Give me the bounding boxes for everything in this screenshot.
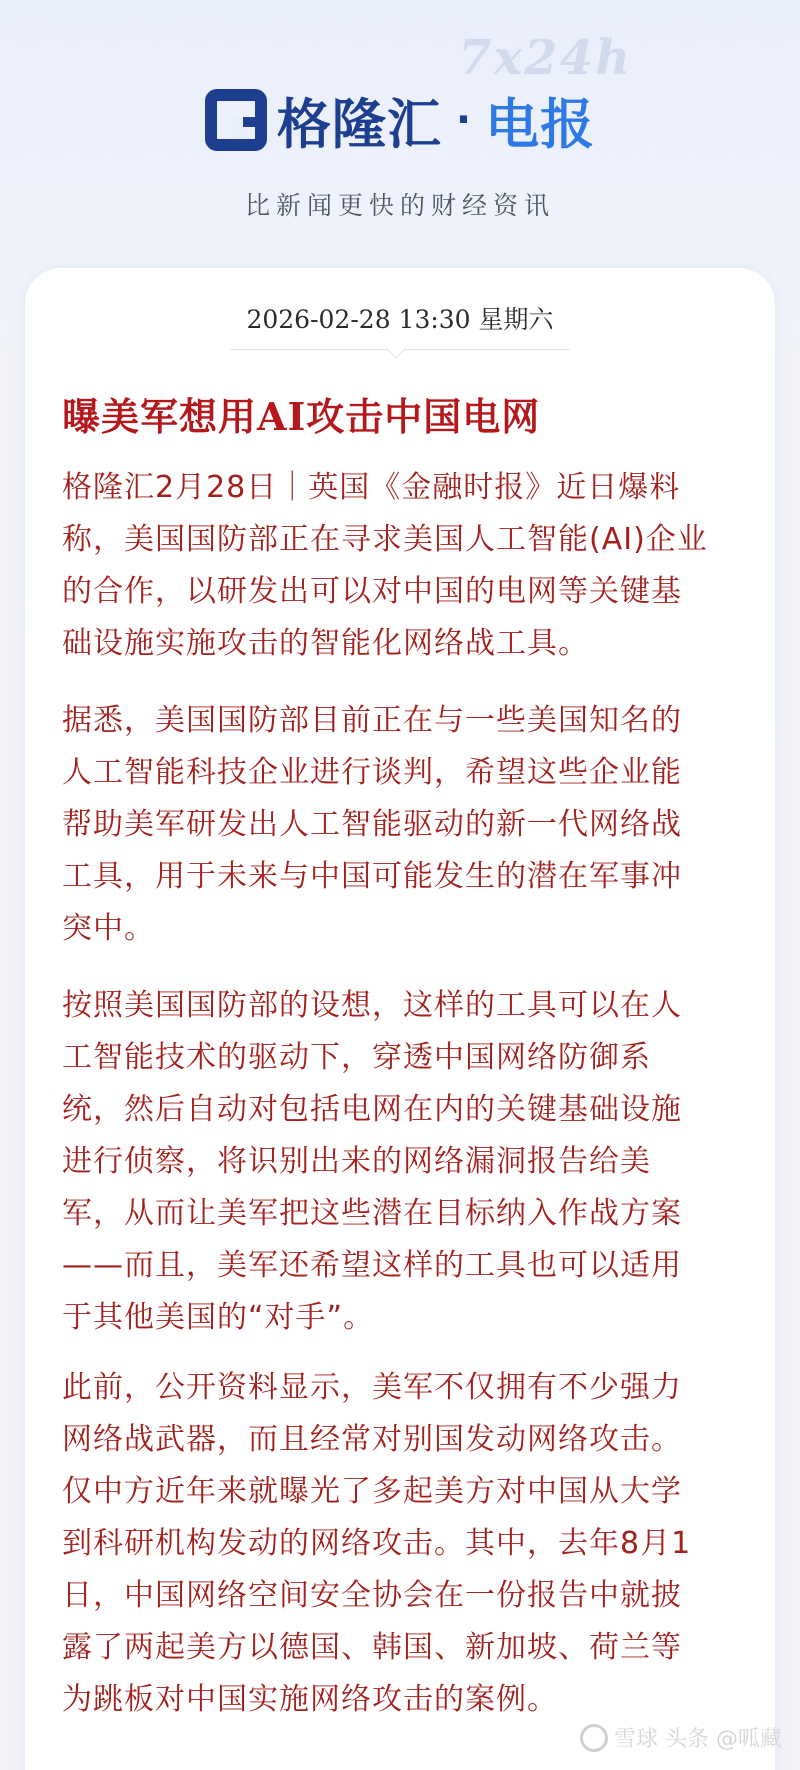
paragraph-line: 统，然后自动对包括电网在内的关键基础设施: [62, 1092, 682, 1127]
paragraph-line: 于其他美国的“对手”。: [62, 1300, 375, 1335]
paragraph-line: 据悉，美国国防部目前正在与一些美国知名的: [62, 703, 682, 738]
paragraph-line: 的合作，以研发出可以对中国的电网等关键基: [62, 574, 682, 609]
article-paragraph-2: [62, 695, 742, 955]
paragraph-line: ——而且，美军还希望这样的工具也可以适用: [62, 1248, 682, 1283]
article-paragraph-3: [62, 980, 742, 1344]
watermark-7x24h: 7x24h: [458, 30, 632, 86]
paragraph-line: 为跳板对中国实施网络攻击的案例。: [62, 1682, 558, 1717]
paragraph-line: 格隆汇2月28日｜英国《金融时报》近日爆料: [62, 470, 681, 505]
gelonghui-logo-icon: [205, 89, 267, 151]
xueqiu-logo-icon: [580, 1724, 608, 1752]
paragraph-line: 仅中方近年来就曝光了多起美方对中国从大学: [62, 1474, 682, 1509]
footer-watermark-text: 雪球 头条 @呱藏: [614, 1727, 782, 1752]
paragraph-line: 到科研机构发动的网络攻击。其中，去年8月1: [62, 1526, 692, 1561]
paragraph-line: 日，中国网络空间安全协会在一份报告中就披: [62, 1578, 682, 1613]
paragraph-line: 突中。: [62, 911, 155, 946]
brand-subtitle: 电报: [485, 92, 596, 156]
brand-header: [0, 80, 800, 160]
article-headline: 曝美军想用AI攻击中国电网: [62, 394, 541, 439]
paragraph-line: 称，美国国防部正在寻求美国人工智能(AI)企业: [62, 522, 708, 557]
paragraph-line: 此前，公开资料显示，美军不仅拥有不少强力: [62, 1370, 682, 1405]
paragraph-line: 工具，用于未来与中国可能发生的潜在军事冲: [62, 859, 682, 894]
paragraph-line: 按照美国国防部的设想，这样的工具可以在人: [62, 988, 682, 1023]
article-paragraph-4: [62, 1362, 742, 1726]
paragraph-line: 础设施实施攻击的智能化网络战工具。: [62, 626, 589, 661]
paragraph-line: 军，从而让美军把这些潜在目标纳入作战方案: [62, 1196, 682, 1231]
paragraph-line: 工智能技术的驱动下，穿透中国网络防御系: [62, 1040, 651, 1075]
paragraph-line: 帮助美军研发出人工智能驱动的新一代网络战: [62, 807, 682, 842]
article-paragraph-1: [62, 462, 742, 670]
tagline: 比新闻更快的财经资讯: [244, 191, 555, 220]
footer-watermark: [580, 1722, 782, 1753]
paragraph-line: 露了两起美方以德国、韩国、新加坡、荷兰等: [62, 1630, 682, 1665]
paragraph-line: 人工智能科技企业进行谈判，希望这些企业能: [62, 755, 682, 790]
paragraph-line: 进行侦察，将识别出来的网络漏洞报告给美: [62, 1144, 651, 1179]
brand-name: 格隆汇: [276, 92, 442, 156]
brand-separator: ·: [455, 97, 472, 143]
article-datetime: 2026-02-28 13:30 星期六: [246, 305, 554, 334]
paragraph-line: 网络战武器，而且经常对别国发动网络攻击。: [62, 1422, 682, 1457]
